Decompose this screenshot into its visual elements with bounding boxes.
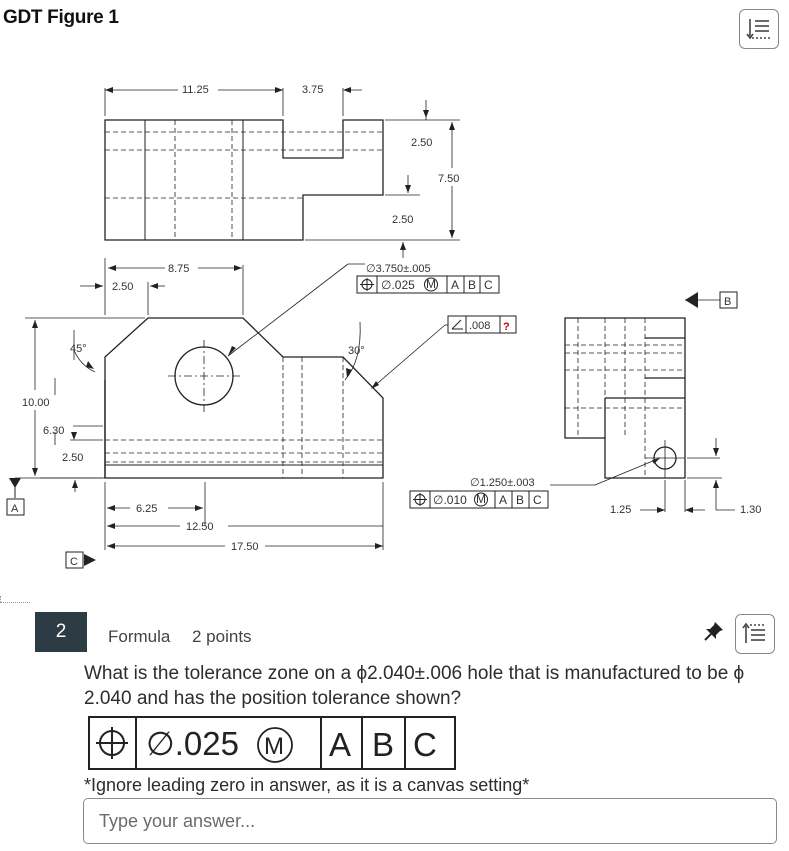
dim-17-50: 17.50 xyxy=(231,541,259,553)
top-view-outline xyxy=(105,120,383,240)
pin-icon[interactable] xyxy=(703,620,725,642)
question-text: What is the tolerance zone on a ϕ2.040±.006 hole that is manufactured to be ϕ 2.040 and has the position tolerance shown? xyxy=(84,663,745,709)
dim-angle-30: 30° xyxy=(348,345,365,357)
svg-text:A: A xyxy=(11,503,19,515)
hole1-size: ∅3.750±.005 xyxy=(366,263,431,275)
divider-left xyxy=(0,602,30,603)
dim-6-30: 6.30 xyxy=(43,425,65,437)
svg-text:B: B xyxy=(724,296,732,308)
figure-list-button[interactable] xyxy=(739,9,779,49)
question-fcf-mod: M xyxy=(264,733,284,760)
datum-b xyxy=(720,292,737,308)
dim-2-50-base: 2.50 xyxy=(62,452,84,464)
answer-input[interactable] xyxy=(83,798,777,844)
hole1-mod: M xyxy=(426,277,436,291)
hole2-tol: ∅.010 xyxy=(433,493,467,507)
dim-1-30: 1.30 xyxy=(740,504,762,516)
question-list-button[interactable] xyxy=(735,614,775,654)
question-fcf-datum-c: C xyxy=(413,726,437,763)
dim-1-25: 1.25 xyxy=(610,504,632,516)
angularity-unknown: ? xyxy=(503,321,510,333)
question-fcf-datum-b: B xyxy=(372,726,395,763)
question-type: Formula xyxy=(108,627,171,646)
dim-12-50: 12.50 xyxy=(186,521,214,533)
dim-2-50-left: 2.50 xyxy=(112,281,134,293)
question-fcf xyxy=(88,716,458,772)
question-number-badge: 2 xyxy=(35,612,87,652)
angularity-symbol-icon xyxy=(452,320,463,329)
hole1-tol: ∅.025 xyxy=(381,278,415,292)
divider-tick xyxy=(0,596,2,602)
dim-2-50-top: 2.50 xyxy=(411,137,433,149)
dim-11-25: 11.25 xyxy=(182,84,209,96)
hole1-datum-c: C xyxy=(484,278,493,292)
hole2-datum-a: A xyxy=(499,493,508,507)
question-fcf-tol: ∅.025 xyxy=(146,725,239,762)
dim-10-00: 10.00 xyxy=(22,397,50,409)
datum-a xyxy=(7,499,24,515)
angularity-value: .008 xyxy=(469,320,491,332)
hole1-datum-b: B xyxy=(468,278,477,292)
dim-8-75: 8.75 xyxy=(168,263,190,275)
dim-7-50: 7.50 xyxy=(438,173,460,185)
question-fcf-datum-a: A xyxy=(329,726,352,763)
list-icon xyxy=(740,10,778,48)
hole2-mod: M xyxy=(476,492,486,506)
hole2-datum-b: B xyxy=(516,493,525,507)
hole2-fcf xyxy=(410,491,548,508)
hole2-datum-c: C xyxy=(533,493,542,507)
list-icon xyxy=(736,615,774,653)
hole1-fcf xyxy=(357,276,499,293)
dim-2-50-slot: 2.50 xyxy=(392,214,414,226)
gdt-drawing xyxy=(0,60,789,568)
front-view-outline xyxy=(105,318,383,478)
svg-text:C: C xyxy=(70,556,78,568)
hole2-size: ∅1.250±.003 xyxy=(470,477,535,489)
datum-c xyxy=(66,552,83,568)
dim-angle-45: 45° xyxy=(70,343,87,355)
angularity-fcf xyxy=(448,316,516,333)
position-symbol-icon xyxy=(96,727,128,759)
question-note: *Ignore leading zero in answer, as it is a canvas setting* xyxy=(84,775,530,795)
hole1-datum-a: A xyxy=(451,278,460,292)
dim-6-25: 6.25 xyxy=(136,503,158,515)
question-points: 2 points xyxy=(192,627,252,646)
dim-3-75: 3.75 xyxy=(302,84,324,96)
page-title: GDT Figure 1 xyxy=(3,7,119,28)
